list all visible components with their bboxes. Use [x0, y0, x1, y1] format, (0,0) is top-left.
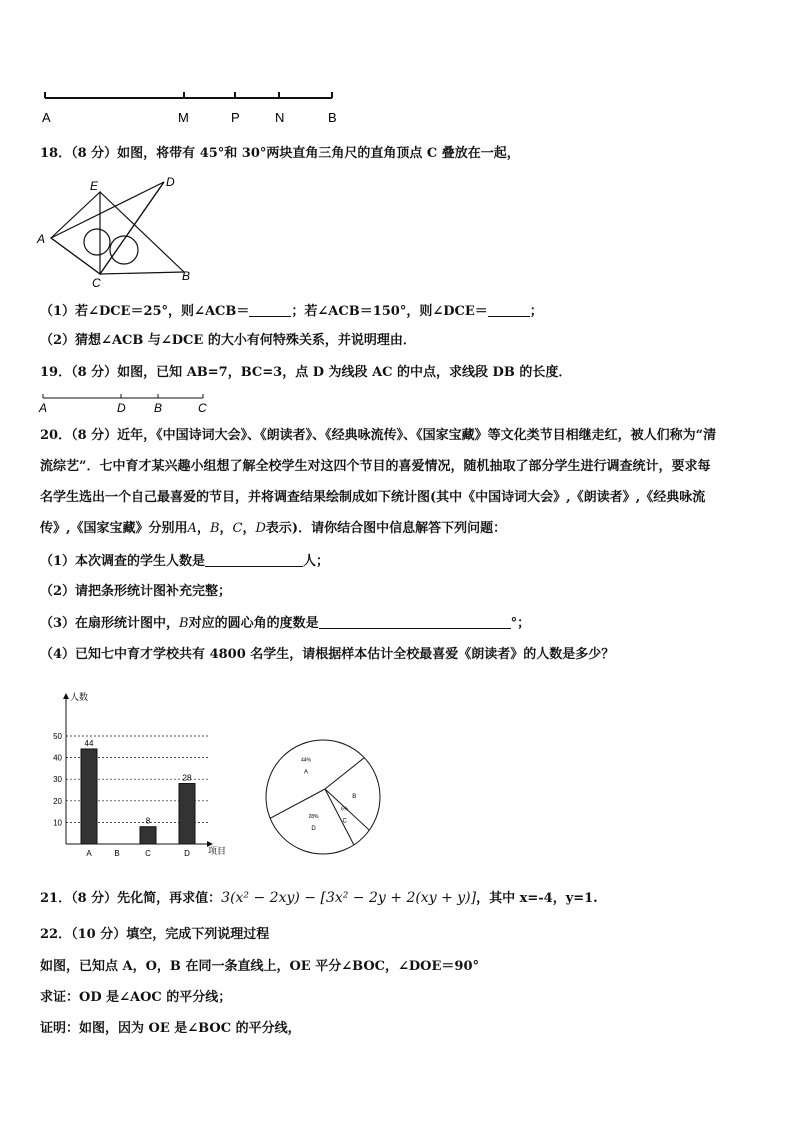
bar	[81, 749, 97, 844]
q20-stem	[40, 420, 760, 544]
q18-p1-text-c: ；	[529, 304, 543, 319]
q18-stem: 18．（8 分）如图，将带有 45°和 30°两块直角三角尺的直角顶点 C 叠放在一起，	[40, 146, 520, 161]
bar	[140, 827, 156, 844]
pie-percent-label: 44%	[301, 757, 312, 764]
q20-p3-text-d: °；	[510, 616, 531, 631]
y-tick-label: 20	[53, 796, 62, 806]
q21-suffix: ，其中 x=-4，y=1.	[476, 891, 598, 906]
label-c: C	[92, 276, 101, 290]
pie-slice-boundary	[325, 789, 357, 845]
label-p: P	[231, 110, 240, 125]
pie-slice-label: A	[304, 769, 309, 776]
x-tick-label: C	[145, 849, 151, 858]
y-tick-label: 50	[53, 732, 62, 741]
bar-chart	[40, 688, 240, 863]
bar-value-label: 28	[182, 773, 192, 783]
x-tick-label: A	[86, 849, 92, 858]
q20-var-c: C	[232, 521, 243, 536]
q20-stem-line-3: 名学生选出一个自己最喜爱的节目，并将调查结果绘制成如下统计图(其中《中国诗词大会》,《朗读者》,《经典咏流	[40, 490, 706, 505]
q20-part3	[40, 614, 530, 633]
bar	[179, 784, 195, 844]
q20-stem-line-4	[40, 513, 760, 544]
label-m: M	[178, 110, 189, 125]
label-c: C	[198, 401, 207, 415]
q20-stem-l4-a: 传》,《国家宝藏》分别用	[40, 521, 188, 536]
q20-p1-text: （1）本次调查的学生人数是	[40, 554, 206, 569]
label-d: D	[117, 401, 126, 415]
q22-line-3: 证明：如图，因为 OE 是∠BOC 的平分线，	[40, 1021, 301, 1036]
q20-sep-1: ，	[196, 521, 210, 536]
label-a: A	[37, 232, 46, 246]
x-tick-label: D	[184, 849, 190, 858]
y-axis-label: 人数	[70, 692, 89, 702]
q20-sep-2: ，	[219, 521, 233, 536]
q18-triangles-figure	[34, 172, 204, 290]
q20-p1-unit: 人；	[303, 554, 330, 569]
q22-stem: 22．（10 分）填空，完成下列说理过程	[40, 927, 270, 942]
label-e: E	[90, 179, 99, 193]
pie-percent-label: 28%	[308, 813, 319, 820]
q18-blank-1[interactable]	[249, 302, 291, 317]
q20-var-b: B	[209, 521, 220, 536]
label-a: A	[39, 401, 48, 415]
q18-part2: （2）猜想∠ACB 与∠DCE 的大小有何特殊关系，并说明理由．	[40, 333, 416, 348]
q20-p3-text-a: （3）在扇形统计图中，	[40, 616, 180, 631]
q21	[40, 889, 598, 908]
y-tick-label: 40	[53, 753, 62, 763]
q20-sep-3: ，	[242, 521, 256, 536]
label-a: A	[42, 110, 51, 125]
q18-part1	[40, 302, 543, 321]
pie-slice-label: B	[352, 793, 357, 800]
q18-blank-2[interactable]	[488, 302, 530, 317]
label-b: B	[182, 269, 191, 283]
segment-amnpb-figure	[38, 88, 348, 128]
q19-stem: 19．（8 分）如图，已知 AB=7，BC=3，点 D 为线段 AC 的中点，求线段 DB 的长度．	[40, 365, 572, 380]
q20-p3-var-b: B	[179, 616, 189, 631]
pie-slice-label: C	[342, 818, 347, 825]
x-axis-label: 项目	[208, 846, 227, 856]
q20-stem-l4-end: 表示)．请你结合图中信息解答下列问题：	[265, 521, 507, 536]
bar-value-label: 8	[145, 816, 151, 826]
y-tick-label: 10	[53, 818, 62, 828]
q20-var-a: A	[187, 521, 197, 536]
q21-prefix: 21．（8 分）先化简，再求值：	[40, 891, 222, 906]
q20-var-d: D	[255, 521, 266, 536]
x-tick-label: B	[114, 849, 120, 858]
q20-stem-line-2: 流综艺”．七中育才某兴趣小组想了解全校学生对这四个节目的喜爱情况，随机抽取了部分学生进行调查统计，要求每	[40, 459, 711, 474]
q20-blank-2[interactable]	[319, 614, 511, 629]
pie-percent-label: 6%	[341, 806, 349, 813]
q20-p3-text-c: 对应的圆心角的度数是	[188, 616, 319, 631]
y-tick-label: 30	[53, 775, 62, 785]
label-n: N	[275, 110, 285, 125]
pie-chart	[248, 738, 398, 856]
q22-line-1: 如图，已知点 A，O，B 在同一条直线上，OE 平分∠BOC，∠DOE＝90°	[40, 959, 479, 974]
q20-part4: （4）已知七中育才学校共有 4800 名学生，请根据样本估计全校最喜爱《朗读者》的人数是多少？	[40, 647, 615, 662]
pie-slice-label: D	[311, 825, 316, 832]
q20-stem-line-1: 20．（8 分）近年，《中国诗词大会》、《朗读者》、《经典咏流传》、《国家宝藏》等文化类节目相继走红，被人们称为“清	[40, 428, 717, 443]
q19-segment-figure	[38, 390, 218, 416]
q20-part2: （2）请把条形统计图补充完整；	[40, 584, 232, 599]
q18-p1-text-b: ；若∠ACB＝150°，则∠DCE＝	[291, 304, 488, 319]
q20-blank-1[interactable]	[205, 552, 303, 567]
label-d: D	[166, 175, 175, 189]
q22-line-2: 求证：OD 是∠AOC 的平分线；	[40, 990, 232, 1005]
pie-outline	[266, 740, 380, 854]
q18-p1-text-a: （1）若∠DCE＝25°，则∠ACB＝	[40, 304, 250, 319]
q21-expression: 3(x² − 2xy) − [3x² − 2y + 2(xy + y)]	[221, 890, 477, 906]
bar-value-label: 44	[84, 738, 94, 748]
label-b: B	[154, 401, 163, 415]
q20-part1	[40, 552, 329, 571]
label-b: B	[328, 110, 337, 125]
pie-slice-boundary	[325, 758, 364, 789]
